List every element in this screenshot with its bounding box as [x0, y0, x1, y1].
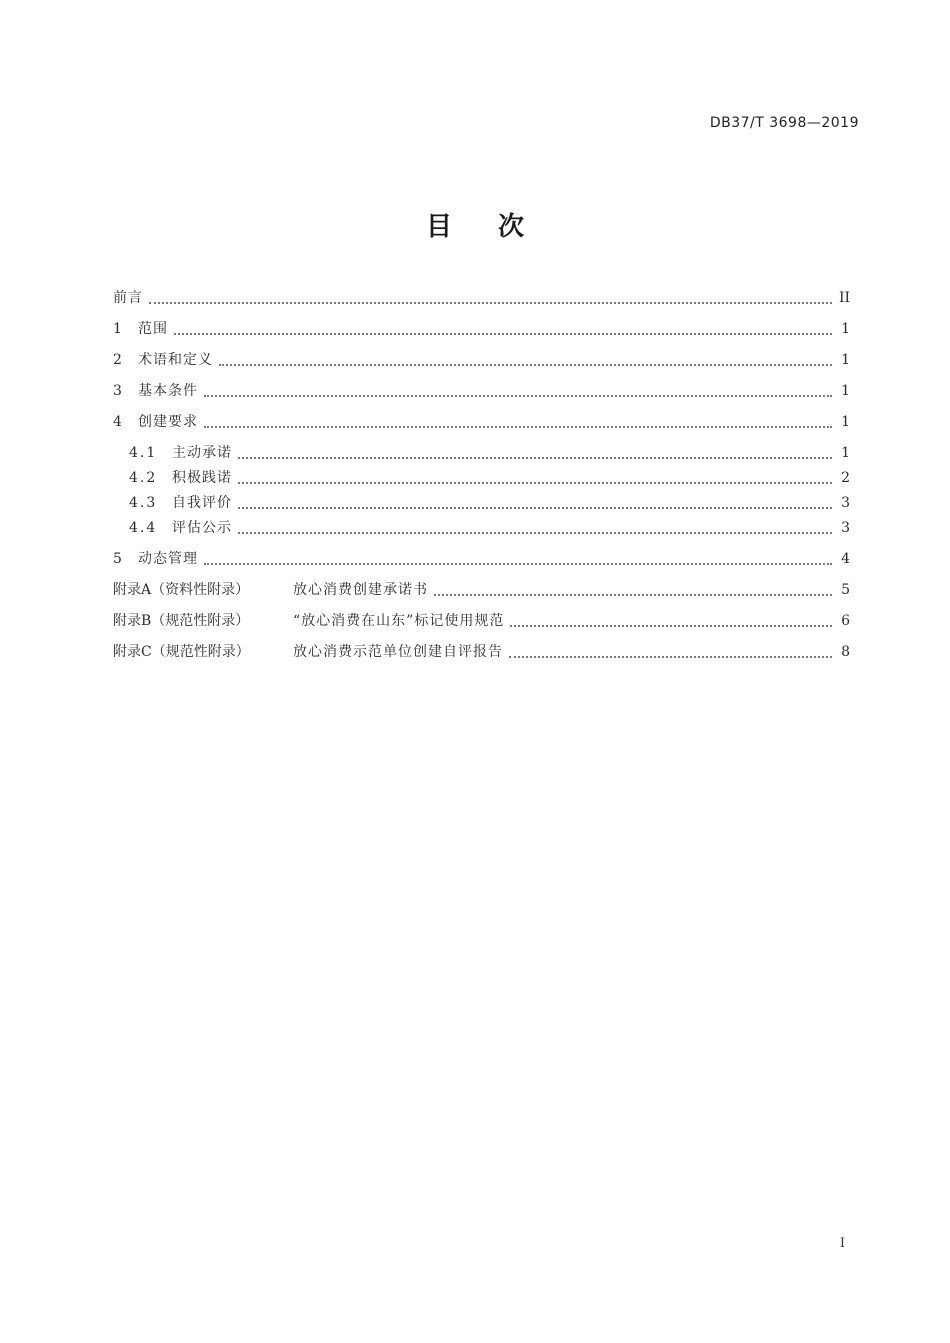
toc-entry-basic-conditions[interactable]: [113, 380, 850, 402]
toc-entry-page: 3: [841, 520, 850, 536]
toc-leader-dots: [238, 456, 832, 459]
toc-leader-dots: [174, 332, 832, 335]
toc-entry-number: 3: [113, 383, 122, 399]
toc-leader-dots: [509, 655, 832, 658]
toc-leader-dots: [149, 301, 832, 304]
toc-entry-label: 创建要求: [138, 414, 198, 430]
toc-entry-page: 8: [841, 644, 850, 660]
toc-title: 目次: [425, 212, 570, 242]
toc-leader-dots: [238, 481, 832, 484]
toc-entry-appendix-a[interactable]: [113, 579, 850, 601]
toc-entry-label: 积极践诺: [172, 470, 232, 486]
standard-number: DB37/T 3698—2019: [709, 115, 859, 131]
page-number: I: [839, 1236, 845, 1251]
toc-leader-dots: [238, 531, 832, 534]
toc-entry-page: 4: [841, 551, 850, 567]
toc-entry-appendix-b[interactable]: [113, 610, 850, 632]
toc-entry-number: 附录A（资料性附录）: [113, 582, 250, 598]
toc-entry-label: 放心消费示范单位创建自评报告: [293, 644, 503, 660]
toc-entry-requirements[interactable]: [113, 411, 850, 433]
toc-entry-number: 附录C（规范性附录）: [113, 644, 250, 660]
toc-entry-number: 4.4: [129, 520, 158, 536]
toc-entry-page: 2: [841, 470, 850, 486]
toc-entry-label: 主动承诺: [172, 445, 232, 461]
toc-leader-dots: [434, 593, 832, 596]
toc-entry-label: 放心消费创建承诺书: [293, 582, 428, 598]
toc-entry-4-2[interactable]: [129, 467, 850, 489]
toc-entry-page: 1: [841, 321, 850, 337]
toc-entry-label: 评估公示: [172, 520, 232, 536]
toc-entry-number: 4: [113, 414, 122, 430]
toc-entry-foreword[interactable]: [113, 287, 850, 309]
toc-entry-page: 1: [841, 414, 850, 430]
toc-leader-dots: [204, 394, 832, 397]
toc-entry-appendix-c[interactable]: [113, 641, 850, 663]
toc-entry-4-1[interactable]: [129, 442, 850, 464]
toc-entry-number: 4.3: [129, 495, 158, 511]
toc-entry-4-3[interactable]: [129, 492, 850, 514]
toc-leader-dots: [510, 624, 832, 627]
toc-leader-dots: [219, 363, 832, 366]
toc-leader-dots: [238, 506, 832, 509]
toc-entry-scope[interactable]: [113, 318, 850, 340]
toc-entry-label: 动态管理: [138, 551, 198, 567]
toc-entry-label: “放心消费在山东”标记使用规范: [293, 613, 505, 629]
toc-entry-number: 1: [113, 321, 122, 337]
toc-entry-number: 5: [113, 551, 122, 567]
toc-leader-dots: [204, 425, 832, 428]
toc-entry-number: 4.2: [129, 470, 158, 486]
toc-entry-label: 术语和定义: [138, 352, 213, 368]
toc-entry-label: 范围: [138, 321, 168, 337]
toc-entry-page: II: [838, 290, 850, 306]
toc-entry-page: 1: [841, 352, 850, 368]
toc-entry-number: 4.1: [129, 445, 158, 461]
toc-entry-dynamic-management[interactable]: [113, 548, 850, 570]
toc-entry-page: 1: [841, 445, 850, 461]
toc-entry-label: 自我评价: [172, 495, 232, 511]
toc-entry-page: 3: [841, 495, 850, 511]
toc-entry-label: 前言: [113, 290, 143, 306]
toc-entry-number: 2: [113, 352, 122, 368]
toc-entry-page: 5: [841, 582, 850, 598]
toc-entry-label: 基本条件: [138, 383, 198, 399]
toc-leader-dots: [204, 562, 832, 565]
toc-entry-terms[interactable]: [113, 349, 850, 371]
toc-entry-number: 附录B（规范性附录）: [113, 613, 250, 629]
toc-entry-page: 1: [841, 383, 850, 399]
toc-entry-4-4[interactable]: [129, 517, 850, 539]
toc-entry-page: 6: [841, 613, 850, 629]
